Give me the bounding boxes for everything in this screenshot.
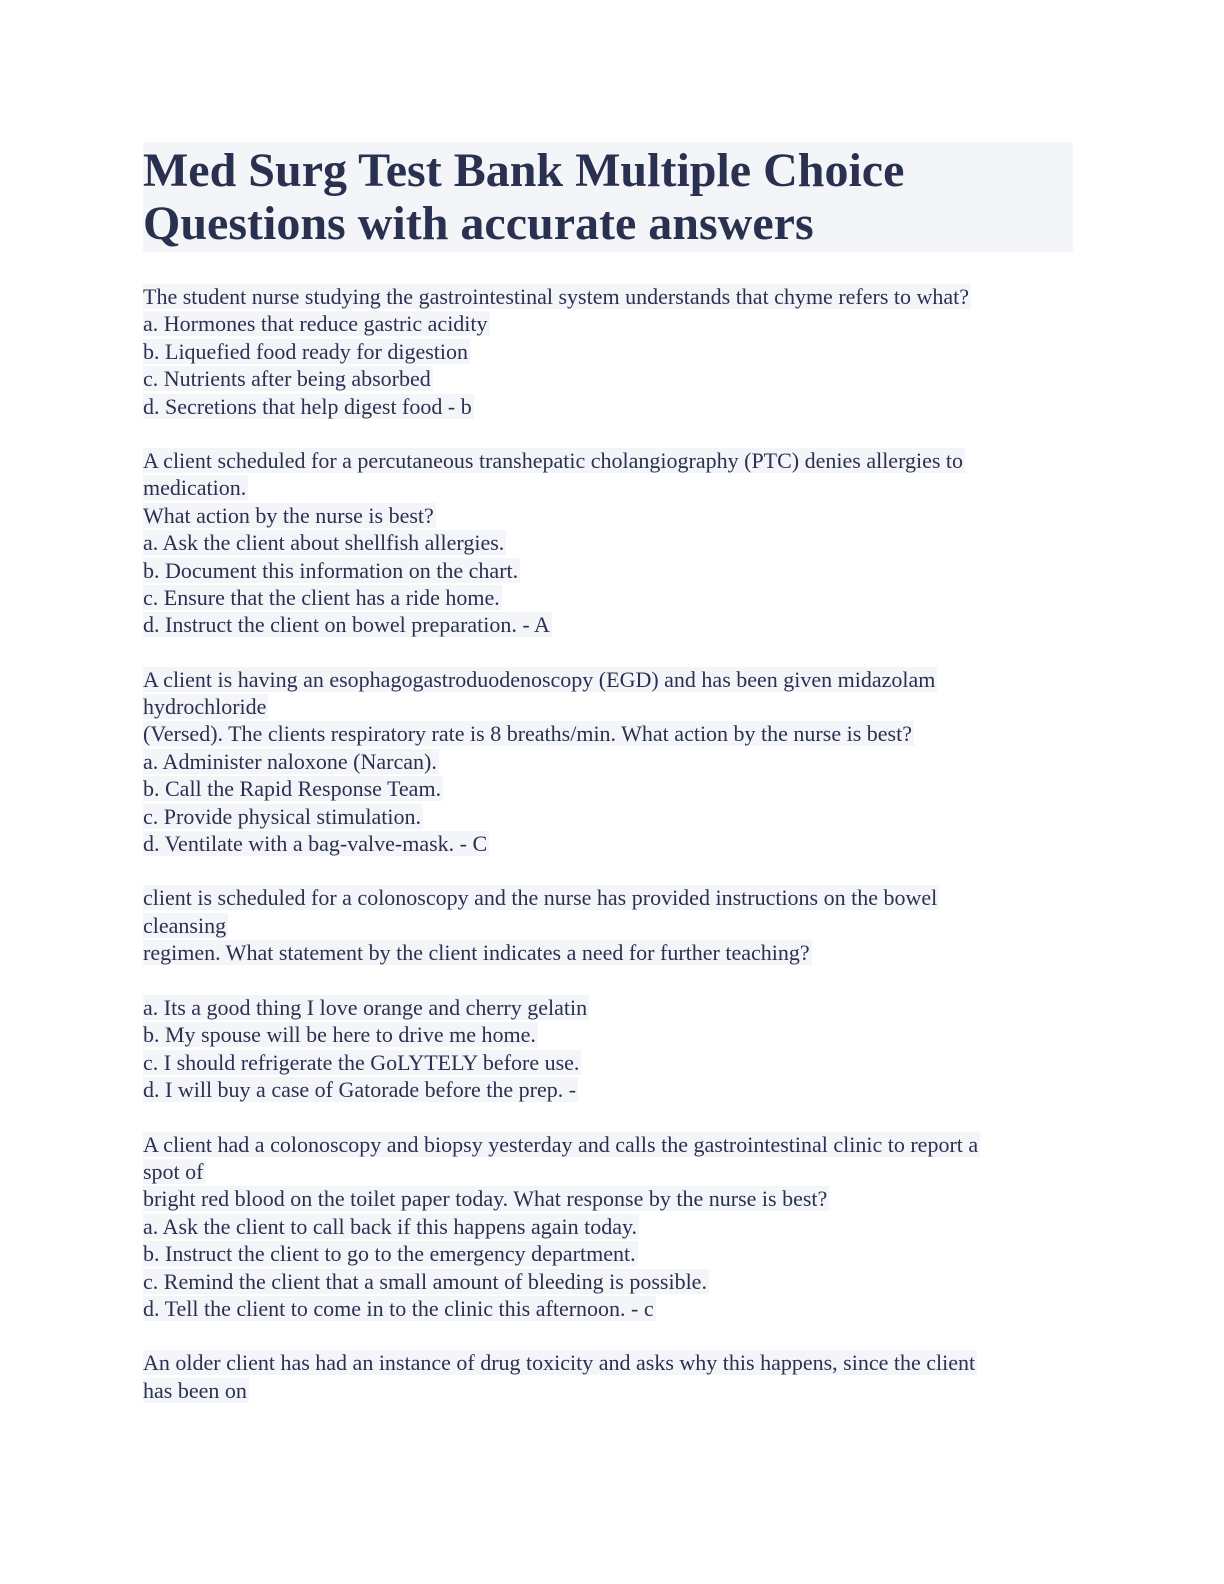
answer-option: b. Document this information on the chart. [143, 557, 519, 583]
question-text: regimen. What statement by the client indicates a need for further teaching? [143, 940, 810, 966]
question-text: hydrochloride [143, 694, 267, 720]
answer-option: a. Administer naloxone (Narcan). [143, 748, 437, 774]
title-line-2: Questions with accurate answers [143, 197, 814, 250]
title-line-1: Med Surg Test Bank Multiple Choice [143, 144, 905, 197]
question-text: A client is having an esophagogastroduodenoscopy (EGD) and has been given midazolam [143, 666, 936, 692]
answer-option: c. Ensure that the client has a ride home. [143, 584, 500, 610]
document-title [143, 142, 1073, 252]
answer-option: b. My spouse will be here to drive me home. [143, 1022, 536, 1048]
question-text: An older client has had an instance of drug toxicity and asks why this happens, since the client [143, 1350, 976, 1376]
question-2 [143, 447, 1073, 639]
question-text: cleansing [143, 912, 227, 938]
question-text: spot of [143, 1158, 204, 1184]
answer-option: d. Secretions that help digest food - b [143, 393, 472, 419]
question-text: What action by the nurse is best? [143, 502, 434, 528]
answer-option: b. Instruct the client to go to the emergency department. [143, 1241, 636, 1267]
question-text: (Versed). The clients respiratory rate is 8 breaths/min. What action by the nurse is best? [143, 721, 912, 747]
answer-option: c. Nutrients after being absorbed [143, 366, 431, 392]
question-5 [143, 1131, 1073, 1323]
question-text: A client scheduled for a percutaneous transhepatic cholangiography (PTC) denies allergies to [143, 447, 964, 473]
answer-option: a. Hormones that reduce gastric acidity [143, 311, 488, 337]
question-text: A client had a colonoscopy and biopsy yesterday and calls the gastrointestinal clinic to report a [143, 1131, 979, 1157]
answer-option: b. Liquefied food ready for digestion [143, 338, 469, 364]
question-text: The student nurse studying the gastrointestinal system understands that chyme refers to what? [143, 284, 970, 309]
question-text: medication. [143, 475, 247, 501]
question-4 [143, 884, 1073, 1103]
answer-option: b. Call the Rapid Response Team. [143, 776, 442, 802]
question-text: has been on [143, 1377, 247, 1403]
answer-option: d. I will buy a case of Gatorade before the prep. - [143, 1077, 577, 1103]
answer-option: c. Provide physical stimulation. [143, 803, 422, 829]
answer-option: a. Ask the client about shellfish allergies. [143, 530, 505, 556]
blank-line [143, 967, 1073, 994]
answer-option: d. Ventilate with a bag-valve-mask. - C [143, 831, 488, 857]
question-text: bright red blood on the toilet paper today. What response by the nurse is best? [143, 1186, 828, 1212]
document-page [143, 142, 1073, 1431]
answer-option: d. Tell the client to come in to the clinic this afternoon. - c [143, 1295, 654, 1321]
question-1 [143, 283, 1073, 420]
question-6 [143, 1349, 1073, 1404]
question-text: client is scheduled for a colonoscopy and the nurse has provided instructions on the bowel [143, 885, 938, 911]
answer-option: c. Remind the client that a small amount of bleeding is possible. [143, 1268, 707, 1294]
answer-option: c. I should refrigerate the GoLYTELY before use. [143, 1049, 580, 1075]
answer-option: d. Instruct the client on bowel preparation. - A [143, 612, 550, 638]
answer-option: a. Its a good thing I love orange and cherry gelatin [143, 994, 588, 1020]
question-3 [143, 666, 1073, 858]
answer-option: a. Ask the client to call back if this happens again today. [143, 1213, 638, 1239]
